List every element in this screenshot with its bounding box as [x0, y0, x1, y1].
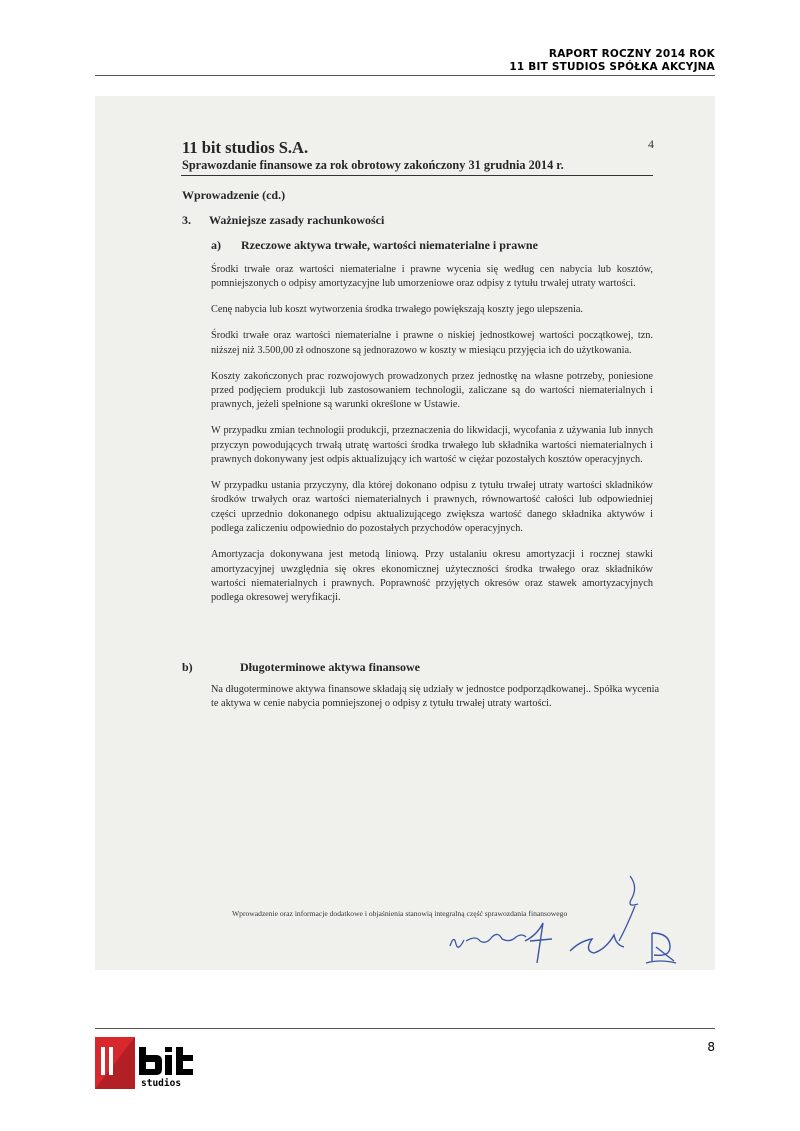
- page-number: 8: [707, 1040, 715, 1054]
- subtitle-divider: [181, 175, 653, 176]
- report-header: [509, 48, 715, 73]
- subsection-b-title: Długoterminowe aktywa finansowe: [240, 660, 420, 674]
- subsection-a-body: [211, 263, 653, 617]
- paragraph: Środki trwałe oraz wartości niematerialne i prawne o niskiej jednostkowej wartości początkowej, tzn. niższej niż 3.500,00 zł odnoszone są jednorazowo w koszty w miesiącu przyjęcia ich do użytkowania.: [211, 330, 653, 356]
- paragraph: Koszty zakończonych prac rozwojowych prowadzonych przez jednostkę na własne potrzeby, poniesione przed podjęciem produkcji lub zastosowaniem technologii, zaliczane są do wartości niematerialnych i prawnych, jeżeli spełnione są warunki określone w Ustawie.: [211, 370, 653, 411]
- paragraph: W przypadku zmian technologii produkcji, przeznaczenia do likwidacji, wycofania z używania lub innych przyczyn powodujących trwałą utratę wartości środka trwałego lub składnika wartości niematerialnych i prawnych dokonywany jest odpis aktualizujący ich wartość w ciężar pozostałych kosztów operacyjnych.: [211, 425, 653, 466]
- subsection-b-letter: b): [182, 660, 193, 674]
- paragraph: Środki trwałe oraz wartości niematerialne i prawne wycenia się według cen nabycia lub kosztów, pomniejszonych o odpisy amortyzacyjne lub umorzeniowe oraz odpisy z tytułu trwałej utraty wartości.: [211, 264, 653, 290]
- footer-divider: [95, 1028, 715, 1029]
- scanned-page: [95, 96, 715, 970]
- subsection-a-heading: [211, 238, 538, 253]
- subsection-a-letter: a): [211, 238, 221, 252]
- subsection-b-heading: [182, 660, 420, 675]
- logo-text: studios: [141, 1078, 182, 1089]
- section-heading: [182, 213, 384, 228]
- scan-company-name: 11 bit studios S.A.: [182, 138, 309, 157]
- intro-heading: Wprowadzenie (cd.): [182, 188, 286, 202]
- report-title: RAPORT ROCZNY 2014 ROK: [548, 48, 715, 60]
- signatures-image: [430, 871, 700, 966]
- company-name-header: 11 BIT STUDIOS SPÓŁKA AKCYJNA: [509, 60, 715, 73]
- header-divider: [95, 75, 715, 76]
- company-logo: [95, 1037, 211, 1089]
- paragraph: Cenę nabycia lub koszt wytworzenia środka trwałego powiększają koszty jego ulepszenia.: [211, 304, 583, 316]
- subsection-b-body: [211, 683, 661, 712]
- paragraph: W przypadku ustania przyczyny, dla której dokonano odpisu z tytułu trwałej utraty wartości składników środków trwałych oraz wartości niematerialnych i prawnych, równowartość całości lub odpowiedniej części uprzednio dokonanego odpisu aktualizującego zwiększa wartość danego składnika aktywów i podlega zaliczeniu odpowiednio do pozostałych przychodów operacyjnych.: [211, 479, 653, 535]
- subsection-a-title: Rzeczowe aktywa trwałe, wartości niematerialne i prawne: [241, 238, 538, 252]
- scan-page-number: 4: [648, 137, 654, 151]
- section-number: 3.: [182, 213, 191, 227]
- paragraph: Amortyzacja dokonywana jest metodą liniową. Przy ustalaniu okresu amortyzacji i rocznej stawki amortyzacyjnej uwzględnia się okres ekonomicznej użyteczności środka trwałego oraz składników wartości niematerialnych i prawnych. Poprawność przyjętych okresów oraz stawek amortyzacyjnych podlega okresowej weryfikacji.: [211, 549, 653, 604]
- footnote: Wprowadzenie oraz informacje dodatkowe i objaśnienia stanowią integralną część sprawozdania finansowego: [232, 909, 568, 918]
- scan-subtitle: Sprawozdanie finansowe za rok obrotowy zakończony 31 grudnia 2014 r.: [182, 158, 564, 172]
- section-title: Ważniejsze zasady rachunkowości: [209, 213, 385, 227]
- paragraph: Na długoterminowe aktywa finansowe składają się udziały w jednostce podporządkowanej.. Spółka wycenia te aktywa w cenie nabycia pomniejszonej o odpisy z tytułu trwałej utraty wartości.: [211, 684, 660, 710]
